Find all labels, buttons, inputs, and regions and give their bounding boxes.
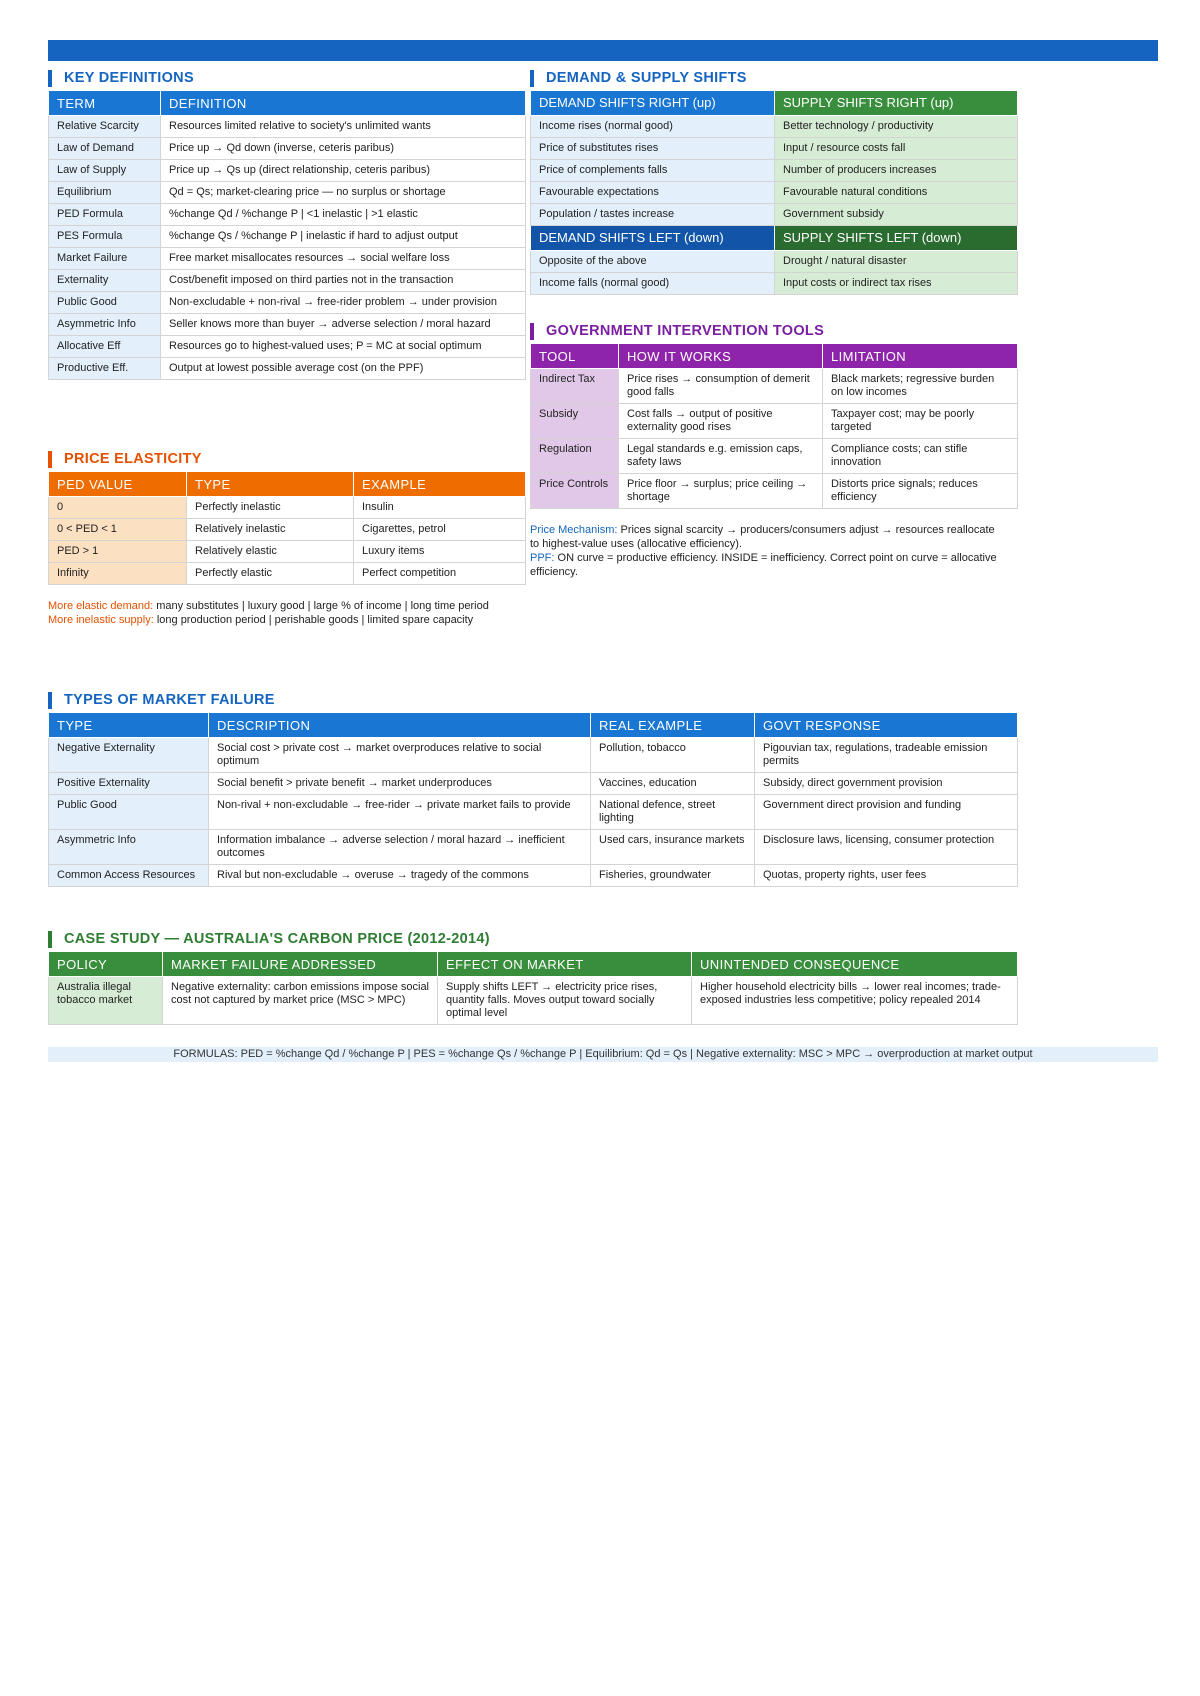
case-study-table [48, 951, 1018, 1025]
table-row [49, 795, 1018, 830]
table-cell: Relatively inelastic [187, 519, 354, 541]
table-row [49, 977, 1018, 1025]
supply-cell: Number of producers increases [775, 160, 1018, 182]
price-elasticity-table [48, 471, 526, 585]
row-label-cell: Externality [49, 270, 161, 292]
table-cell: Luxury items [354, 541, 526, 563]
row-label-cell: Subsidy [531, 404, 619, 439]
price-elasticity-title: PRICE ELASTICITY [48, 451, 526, 468]
row-label-cell: Equilibrium [49, 182, 161, 204]
row-label-cell: Public Good [49, 292, 161, 314]
table-cell: Quotas, property rights, user fees [755, 865, 1018, 887]
row-label-cell: PES Formula [49, 226, 161, 248]
table-cell: Perfectly inelastic [187, 497, 354, 519]
table-cell: Subsidy, direct government provision [755, 773, 1018, 795]
table-cell: Resources limited relative to society's unlimited wants [161, 116, 526, 138]
table-cell: Vaccines, education [591, 773, 755, 795]
supply-cell: Input / resource costs fall [775, 138, 1018, 160]
price-mechanism-text: Prices signal scarcity → producers/consumers adjust → resources reallocate to highest-value uses (allocative efficiency). [530, 524, 995, 550]
table-cell: Supply shifts LEFT → electricity price rises, quantity falls. Moves output toward socially optimal level [438, 977, 692, 1025]
mechanism-note [530, 523, 1005, 579]
price-mechanism-label: Price Mechanism: [530, 524, 618, 536]
demand-header-cell: DEMAND SHIFTS LEFT (down) [531, 226, 775, 251]
table-cell: Output at lowest possible average cost (on the PPF) [161, 358, 526, 380]
table-row [49, 865, 1018, 887]
key-definitions-section [48, 70, 526, 380]
table-row [49, 226, 526, 248]
table-cell: Government direct provision and funding [755, 795, 1018, 830]
table-row [49, 160, 526, 182]
table-cell: Cost/benefit imposed on third parties not in the transaction [161, 270, 526, 292]
row-label-cell: PED > 1 [49, 541, 187, 563]
header-term: TERM [49, 91, 161, 116]
table-cell: Seller knows more than buyer → adverse selection / moral hazard [161, 314, 526, 336]
header-failure-addressed: MARKET FAILURE ADDRESSED [163, 952, 438, 977]
table-cell: Social benefit > private benefit → market underproduces [209, 773, 591, 795]
table-row [531, 138, 1018, 160]
elastic-demand-note [48, 599, 518, 613]
table-row [49, 830, 1018, 865]
demand-cell: Favourable expectations [531, 182, 775, 204]
table-cell: Taxpayer cost; may be poorly targeted [823, 404, 1018, 439]
row-label-cell: Negative Externality [49, 738, 209, 773]
supply-cell: Favourable natural conditions [775, 182, 1018, 204]
table-row [49, 497, 526, 519]
table-cell: Pigouvian tax, regulations, tradeable emission permits [755, 738, 1018, 773]
table-cell: Price floor → surplus; price ceiling → shortage [619, 474, 823, 509]
demand-supply-section [530, 70, 1018, 295]
table-cell: Price rises → consumption of demerit good falls [619, 369, 823, 404]
table-cell: Perfectly elastic [187, 563, 354, 585]
demand-cell: Income falls (normal good) [531, 273, 775, 295]
table-row [531, 182, 1018, 204]
table-cell: Fisheries, groundwater [591, 865, 755, 887]
table-cell: Free market misallocates resources → social welfare loss [161, 248, 526, 270]
gov-tools-title: GOVERNMENT INTERVENTION TOOLS [530, 323, 1018, 340]
header-type: TYPE [187, 472, 354, 497]
table-cell: Cost falls → output of positive externality good rises [619, 404, 823, 439]
supply-cell: Input costs or indirect tax rises [775, 273, 1018, 295]
table-cell: %change Qd / %change P | <1 inelastic | >1 elastic [161, 204, 526, 226]
table-cell: Rival but non-excludable → overuse → tragedy of the commons [209, 865, 591, 887]
table-row [49, 292, 526, 314]
table-row [49, 773, 1018, 795]
row-label-cell: Australia illegal tobacco market [49, 977, 163, 1025]
table-row [531, 204, 1018, 226]
shifts-right-header [531, 91, 1018, 116]
row-label-cell: Market Failure [49, 248, 161, 270]
table-cell: Pollution, tobacco [591, 738, 755, 773]
header-effect: EFFECT ON MARKET [438, 952, 692, 977]
demand-header-cell: DEMAND SHIFTS RIGHT (up) [531, 91, 775, 116]
price-elasticity-section [48, 451, 526, 627]
row-label-cell: Allocative Eff [49, 336, 161, 358]
price-mechanism-note [530, 523, 1005, 551]
table-row [531, 439, 1018, 474]
row-label-cell: Relative Scarcity [49, 116, 161, 138]
row-label-cell: Common Access Resources [49, 865, 209, 887]
row-label-cell: Indirect Tax [531, 369, 619, 404]
market-failure-section [48, 692, 1018, 887]
supply-header-cell: SUPPLY SHIFTS RIGHT (up) [775, 91, 1018, 116]
table-row [49, 314, 526, 336]
table-row [531, 404, 1018, 439]
table-row [49, 270, 526, 292]
table-cell: Price up → Qd down (inverse, ceteris paribus) [161, 138, 526, 160]
row-label-cell: Asymmetric Info [49, 830, 209, 865]
table-cell: Legal standards e.g. emission caps, safety laws [619, 439, 823, 474]
inelastic-supply-label: More inelastic supply: [48, 614, 154, 626]
gov-tools-section [530, 323, 1018, 579]
ppf-note [530, 551, 1005, 579]
table-row [49, 138, 526, 160]
table-cell: Negative externality: carbon emissions impose social cost not captured by market price (MSC > MPC) [163, 977, 438, 1025]
header-definition: DEFINITION [161, 91, 526, 116]
table-cell: Resources go to highest-valued uses; P = MC at social optimum [161, 336, 526, 358]
header-tool: TOOL [531, 344, 619, 369]
table-row [531, 273, 1018, 295]
table-row [531, 116, 1018, 138]
supply-cell: Better technology / productivity [775, 116, 1018, 138]
header-limitation: LIMITATION [823, 344, 1018, 369]
table-row [531, 160, 1018, 182]
row-label-cell: Positive Externality [49, 773, 209, 795]
supply-header-cell: SUPPLY SHIFTS LEFT (down) [775, 226, 1018, 251]
table-row [49, 541, 526, 563]
elastic-demand-label: More elastic demand: [48, 600, 154, 612]
demand-cell: Population / tastes increase [531, 204, 775, 226]
header-policy: POLICY [49, 952, 163, 977]
row-label-cell: Law of Demand [49, 138, 161, 160]
row-label-cell: 0 [49, 497, 187, 519]
table-cell: %change Qs / %change P | inelastic if hard to adjust output [161, 226, 526, 248]
supply-cell: Government subsidy [775, 204, 1018, 226]
table-cell: Non-excludable + non-rival → free-rider problem → under provision [161, 292, 526, 314]
demand-supply-table [530, 90, 1018, 295]
row-label-cell: Infinity [49, 563, 187, 585]
table-cell: Insulin [354, 497, 526, 519]
header-mf-example: REAL EXAMPLE [591, 713, 755, 738]
row-label-cell: Regulation [531, 439, 619, 474]
demand-cell: Price of substitutes rises [531, 138, 775, 160]
ppf-label: PPF: [530, 552, 555, 564]
key-definitions-title: KEY DEFINITIONS [48, 70, 526, 87]
table-cell: Non-rival + non-excludable → free-rider → private market fails to provide [209, 795, 591, 830]
table-cell: Qd = Qs; market-clearing price — no surplus or shortage [161, 182, 526, 204]
demand-supply-title: DEMAND & SUPPLY SHIFTS [530, 70, 1018, 87]
table-row [49, 336, 526, 358]
header-example: EXAMPLE [354, 472, 526, 497]
header-mf-response: GOVT RESPONSE [755, 713, 1018, 738]
header-ped-value: PED VALUE [49, 472, 187, 497]
case-study-title: CASE STUDY — AUSTRALIA'S CARBON PRICE (2012-2014) [48, 931, 1018, 948]
table-row [49, 116, 526, 138]
table-row [49, 519, 526, 541]
row-label-cell: Public Good [49, 795, 209, 830]
table-cell: Compliance costs; can stifle innovation [823, 439, 1018, 474]
table-row [49, 182, 526, 204]
header-how-it-works: HOW IT WORKS [619, 344, 823, 369]
gov-tools-table [530, 343, 1018, 509]
header-bar [48, 40, 1158, 61]
table-cell: Price up → Qs up (direct relationship, ceteris paribus) [161, 160, 526, 182]
header-mf-type: TYPE [49, 713, 209, 738]
table-cell: Relatively elastic [187, 541, 354, 563]
row-label-cell: Asymmetric Info [49, 314, 161, 336]
row-label-cell: Law of Supply [49, 160, 161, 182]
table-cell: Social cost > private cost → market overproduces relative to social optimum [209, 738, 591, 773]
table-cell: Black markets; regressive burden on low incomes [823, 369, 1018, 404]
elastic-demand-text: many substitutes | luxury good | large % of income | long time period [153, 600, 489, 612]
demand-cell: Opposite of the above [531, 251, 775, 273]
table-cell: National defence, street lighting [591, 795, 755, 830]
table-row [49, 204, 526, 226]
row-label-cell: Price Controls [531, 474, 619, 509]
table-cell: Used cars, insurance markets [591, 830, 755, 865]
table-row [531, 369, 1018, 404]
header-mf-description: DESCRIPTION [209, 713, 591, 738]
inelastic-supply-text: long production period | perishable goods | limited spare capacity [153, 614, 474, 626]
demand-cell: Income rises (normal good) [531, 116, 775, 138]
demand-cell: Price of complements falls [531, 160, 775, 182]
table-cell: Distorts price signals; reduces efficiency [823, 474, 1018, 509]
table-cell: Cigarettes, petrol [354, 519, 526, 541]
table-row [49, 358, 526, 380]
table-cell: Higher household electricity bills → lower real incomes; trade-exposed industries less competitive; policy repealed 2014 [692, 977, 1018, 1025]
market-failure-table [48, 712, 1018, 887]
table-row [531, 474, 1018, 509]
header-consequence: UNINTENDED CONSEQUENCE [692, 952, 1018, 977]
shifts-left-header [531, 226, 1018, 251]
row-label-cell: PED Formula [49, 204, 161, 226]
table-cell: Perfect competition [354, 563, 526, 585]
market-failure-title: TYPES OF MARKET FAILURE [48, 692, 1018, 709]
table-row [531, 251, 1018, 273]
elasticity-note [48, 599, 518, 627]
row-label-cell: Productive Eff. [49, 358, 161, 380]
case-study-section [48, 931, 1018, 1025]
table-cell: Disclosure laws, licensing, consumer protection [755, 830, 1018, 865]
ppf-text: ON curve = productive efficiency. INSIDE = inefficiency. Correct point on curve = allocative efficiency. [530, 552, 997, 578]
inelastic-supply-note [48, 613, 518, 627]
table-row [49, 738, 1018, 773]
row-label-cell: 0 < PED < 1 [49, 519, 187, 541]
supply-cell: Drought / natural disaster [775, 251, 1018, 273]
formulas-footer: FORMULAS: PED = %change Qd / %change P | PES = %change Qs / %change P | Equilibrium: Qd = Qs | Negative externality: MSC > MPC → overproduction at market output [48, 1047, 1158, 1062]
table-cell: Information imbalance → adverse selection / moral hazard → inefficient outcomes [209, 830, 591, 865]
table-row [49, 248, 526, 270]
table-row [49, 563, 526, 585]
key-definitions-table [48, 90, 526, 380]
